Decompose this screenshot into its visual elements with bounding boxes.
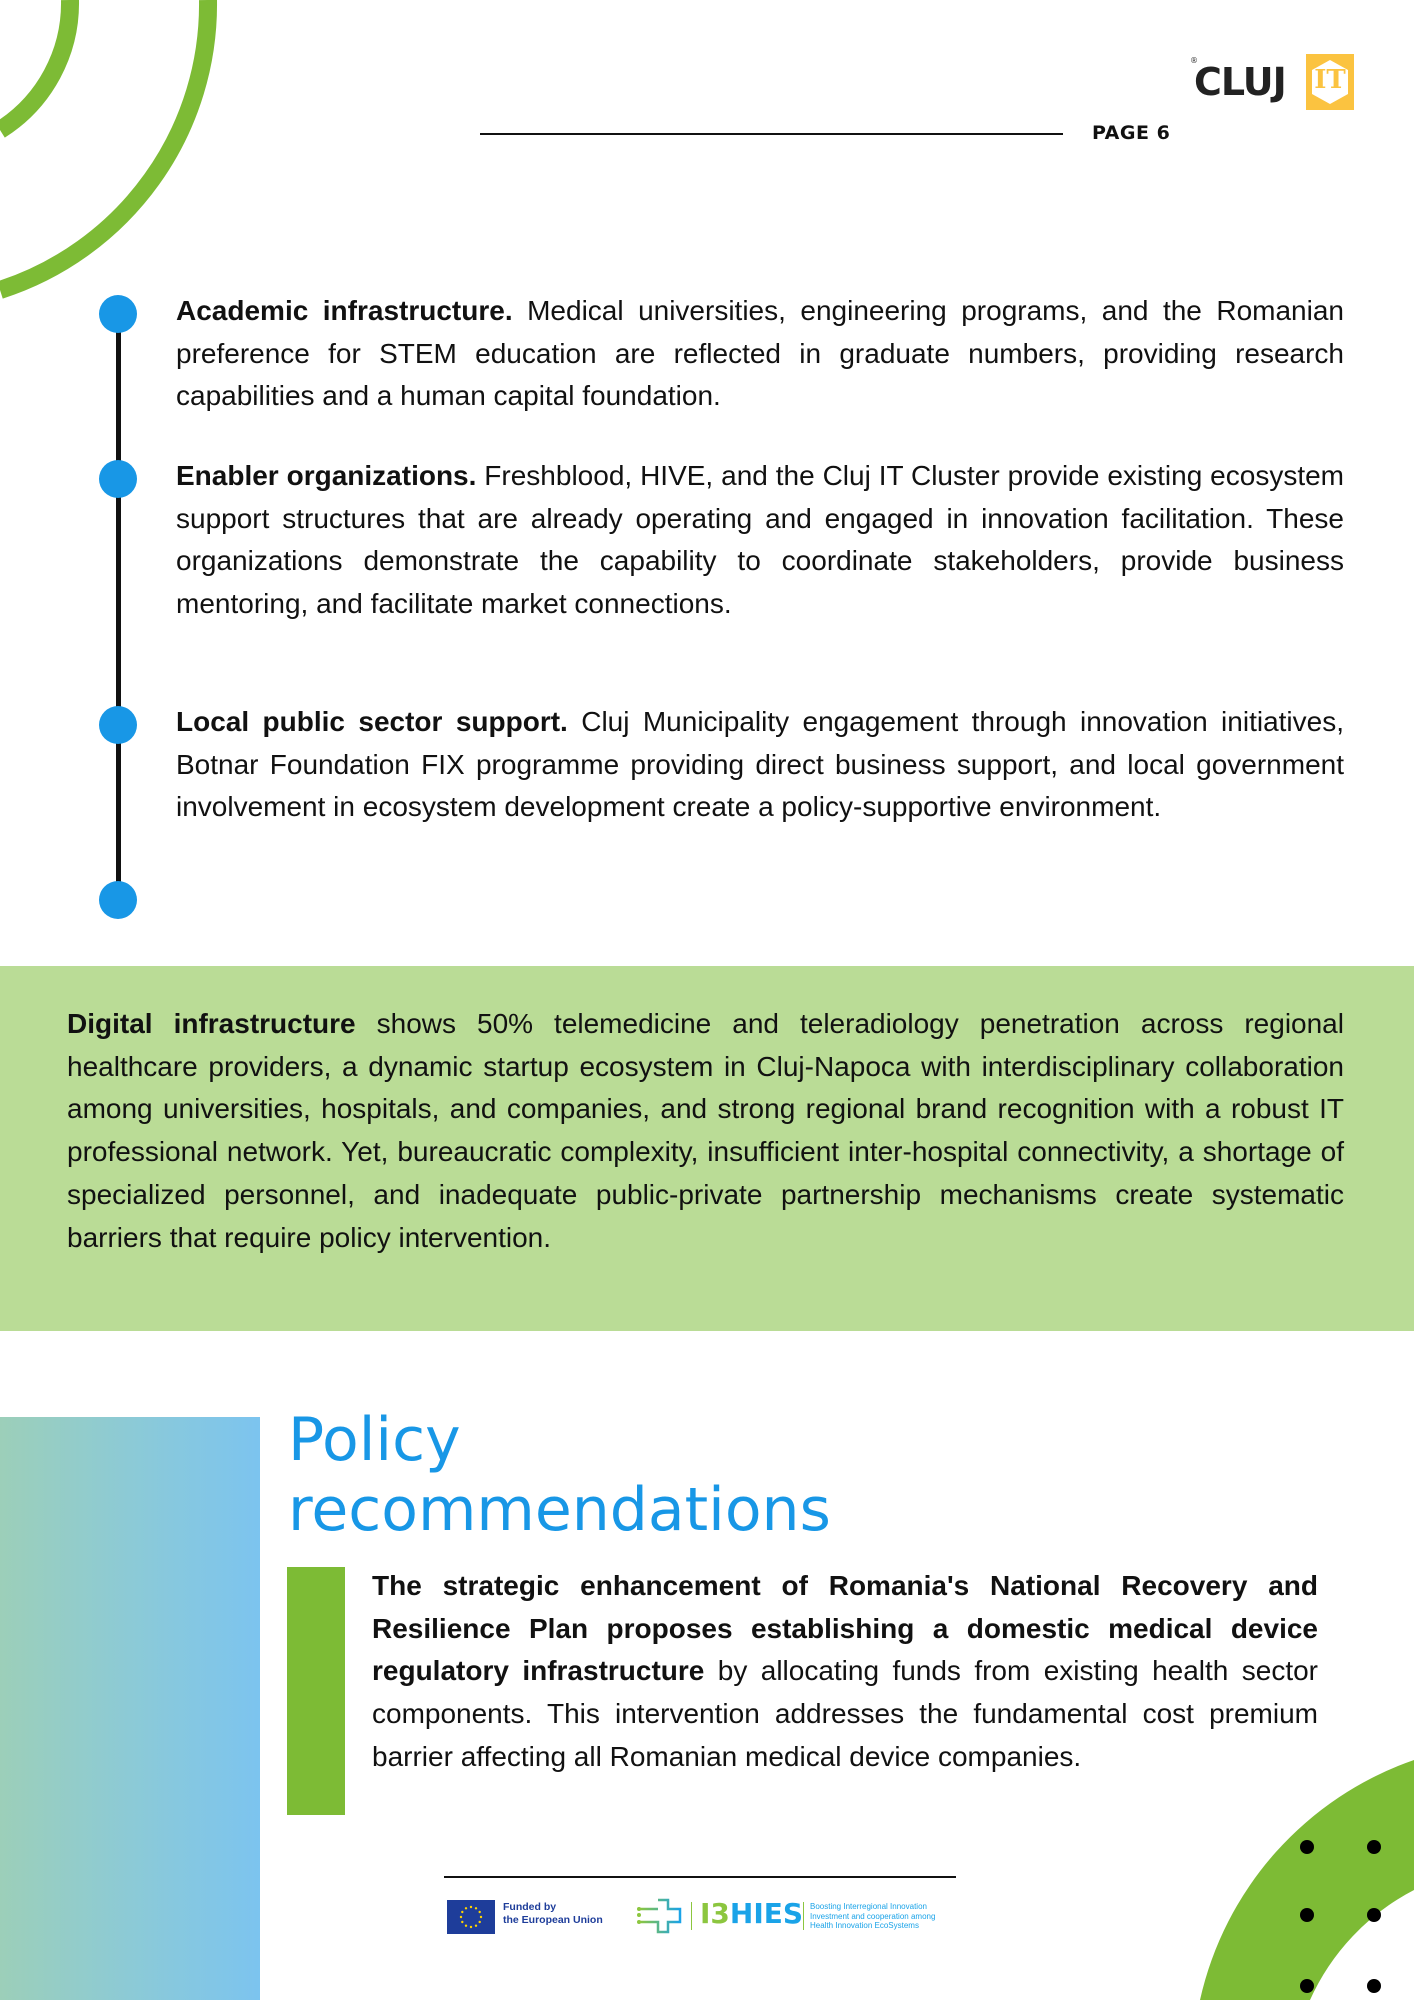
- i3hies-logo: [700, 1897, 803, 1930]
- eu-funding-line2: the European Union: [503, 1913, 603, 1926]
- timeline-item: [176, 701, 1344, 829]
- section-title-line1: Policy: [288, 1405, 461, 1475]
- timeline-item-body: Medical universities, engineering programs, and the Romanian preference for STEM education are reflected in graduate numbers, providing research capabilities and a human capital foundation.: [176, 295, 1344, 412]
- eu-funding-label: [503, 1901, 603, 1926]
- logo-it-text: IT: [1314, 65, 1346, 95]
- decorative-arcs-top: [0, 0, 320, 320]
- eu-flag-icon: [447, 1900, 495, 1934]
- decorative-arc-bottom: [1180, 1740, 1414, 2000]
- timeline-item: [176, 290, 1344, 418]
- timeline-item: [176, 455, 1344, 626]
- section-title: [288, 1405, 988, 1545]
- timeline-item-body: Freshblood, HIVE, and the Cluj IT Cluster provide existing ecosystem support structures that are already operating and engaged in innovation facilitation. These organizations demonstrate the capability to coordinate stakeholders, provide business mentoring, and facilitate market connections.: [176, 460, 1344, 620]
- policy-recommendation-text: [372, 1565, 1318, 1779]
- timeline-line: [116, 300, 121, 900]
- logo-wordmark: CLUJ: [1194, 60, 1286, 104]
- timeline-dot: [99, 295, 137, 333]
- timeline-item-title: Academic infrastructure.: [176, 295, 513, 326]
- policy-body: by allocating funds from existing health sector components. This intervention addresses the fundamental cost premium barrier affecting all Romanian medical device companies.: [372, 1655, 1318, 1772]
- page-number: PAGE 6: [1092, 122, 1171, 144]
- timeline-item-body: Cluj Municipality engagement through innovation initiatives, Botnar Foundation FIX programme providing direct business support, and local government involvement in ecosystem development create a policy-supportive environment.: [176, 706, 1344, 823]
- digital-infrastructure-body: shows 50% telemedicine and teleradiology penetration across regional healthcare providers, a dynamic startup ecosystem in Cluj-Napoca with interdisciplinary collaboration among universities, hospitals, and companies, and strong regional brand recognition with a robust IT professional network. Yet, bureaucratic complexity, insufficient inter-hospital connectivity, a shortage of specialized personnel, and inadequate public-private partnership mechanisms create systematic barriers that require policy intervention.: [67, 1008, 1344, 1253]
- i3hies-tagline-line1: Boosting Interregional Innovation: [810, 1902, 927, 1911]
- i3hies-logo-part2: HIES: [729, 1897, 804, 1930]
- eu-funding-line1: Funded by: [503, 1901, 557, 1913]
- digital-infrastructure-title: Digital infrastructure: [67, 1008, 356, 1039]
- logo-separator: [691, 1902, 692, 1930]
- medical-cross-icon: [636, 1898, 686, 1934]
- timeline-dot: [99, 706, 137, 744]
- timeline-dot: [99, 460, 137, 498]
- i3hies-logo-part1: I3: [700, 1897, 730, 1930]
- i3hies-tagline: [810, 1902, 935, 1931]
- timeline-dot: [99, 881, 137, 919]
- digital-infrastructure-text: [67, 1003, 1344, 1259]
- i3hies-tagline-line2: Investment and cooperation among: [810, 1911, 936, 1921]
- policy-lead: The strategic enhancement of Romania's National Recovery and Resilience Plan proposes establishing a domestic medical device regulatory infrastructure: [372, 1570, 1318, 1687]
- logo-separator: [803, 1902, 804, 1930]
- i3hies-tagline-line3: Health Innovation EcoSystems: [810, 1921, 919, 1931]
- timeline-item-title: Enabler organizations.: [176, 460, 477, 491]
- header-rule: [480, 133, 1063, 135]
- footer-rule: [444, 1876, 956, 1878]
- logo-it-box: [1306, 54, 1354, 110]
- registered-mark: ®: [1190, 56, 1198, 65]
- section-title-line2: recommendations: [288, 1475, 831, 1545]
- gradient-side-block: [0, 1417, 260, 2000]
- accent-bar: [287, 1567, 345, 1815]
- timeline-item-title: Local public sector support.: [176, 706, 568, 737]
- cluj-it-logo: [1190, 52, 1365, 112]
